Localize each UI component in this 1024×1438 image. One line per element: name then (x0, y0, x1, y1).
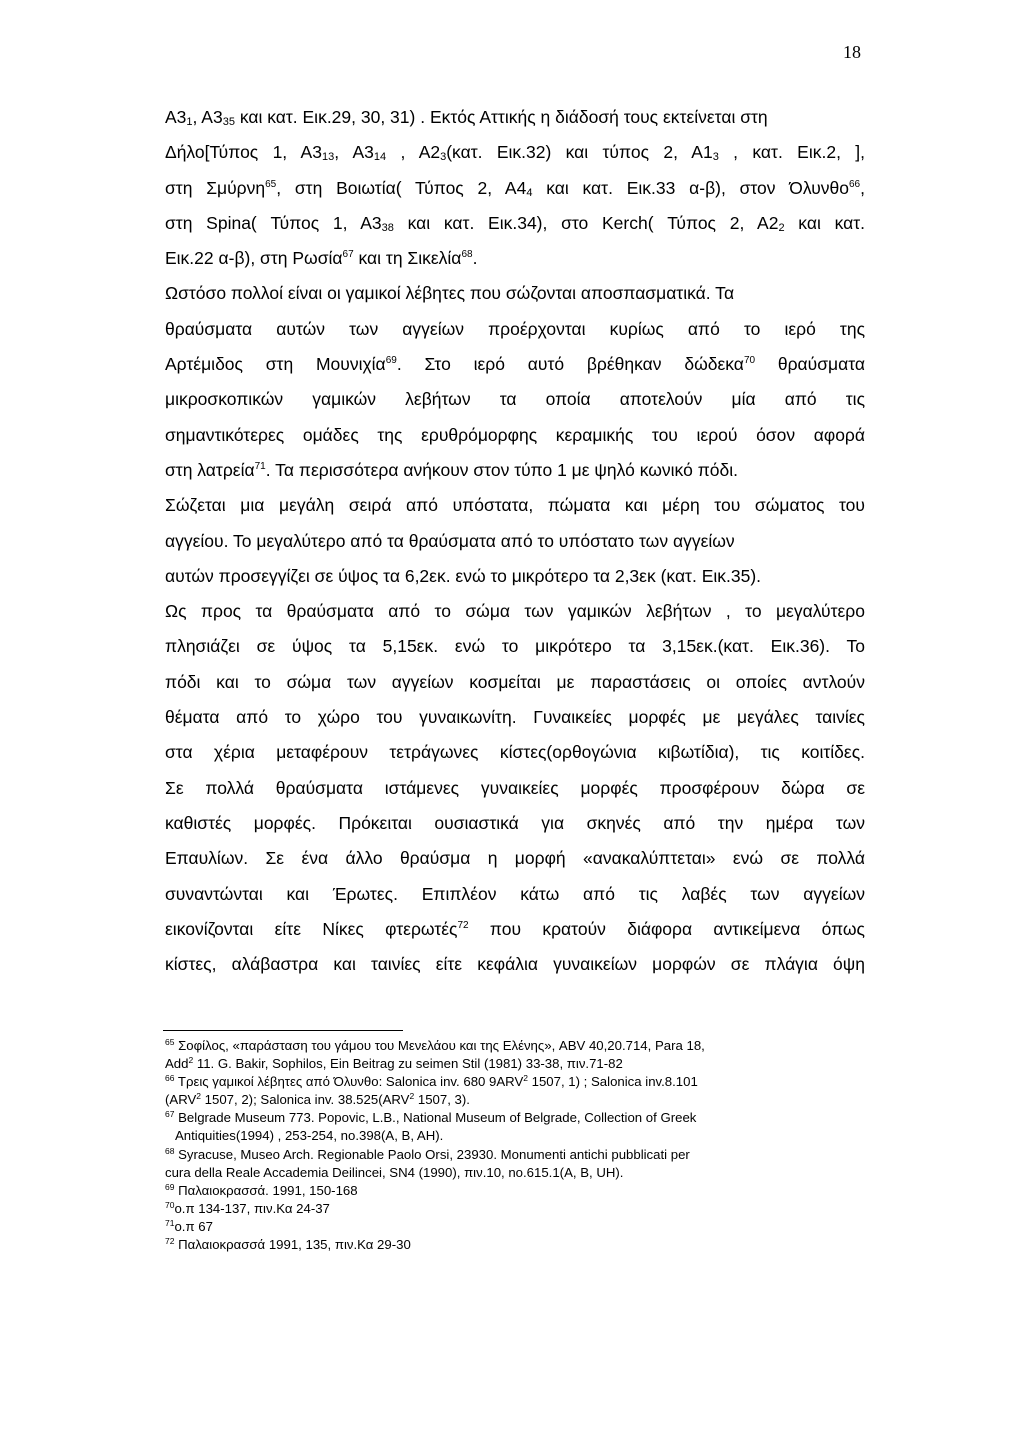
footnote-line (165, 1055, 865, 1073)
text-run: , στη Βοιωτία( Τύπος 2, Α4 (276, 177, 527, 198)
body-line (165, 241, 865, 276)
text-run: στη λατρεία (165, 459, 255, 480)
body-line (165, 488, 865, 523)
text-run: Σε πολλά θραύσματα ιστάμενες γυναικείες μορφές προσφέρουν δώρα σε (165, 777, 865, 798)
text-run: Σώζεται μια μεγάλη σειρά από υπόστατα, πώματα και μέρη του σώματος του (165, 495, 865, 516)
text-run: . Τα περισσότερα ανήκουν στον τύπο 1 με ψηλό κωνικό πόδι. (265, 459, 738, 480)
body-line (165, 559, 865, 594)
text-run: Σοφίλος, «παράσταση του γάμου του Μενελάου και της Ελένης», ABV 40,20.714, Para 18, (174, 1038, 705, 1053)
footnotes (165, 1037, 865, 1254)
text-run: , (860, 177, 865, 198)
subscript-index: 13 (321, 151, 335, 164)
text-run: Εικ.22 α-β), στη Ρωσία (165, 248, 343, 269)
text-run: cura della Reale Accademia Deilincei, SN4 (1990), πιν.10, no.615.1(A, B, UH). (165, 1164, 624, 1180)
text-run: συναντώνται και Έρωτες. Επιπλέον κάτω από τις λαβές των αγγείων (165, 883, 865, 904)
text-run: μικροσκοπικών γαμικών λεβήτων τα οποία αποτελούν μία από τις (165, 389, 865, 410)
body-line (165, 206, 865, 241)
body-line (165, 524, 865, 559)
text-run: Παλαιοκρασσά 1991, 135, πιν.Κα 29-30 (174, 1237, 411, 1253)
footnote-line (165, 1164, 865, 1182)
superscript-marker: 68 (461, 249, 473, 261)
text-run: 1507, 3). (414, 1092, 470, 1108)
text-run: αγγείου. Το μεγαλύτερο από τα θραύσματα από το υπόστατο των αγγείων (165, 530, 735, 551)
footnote-line (165, 1073, 865, 1091)
body-line (165, 453, 865, 488)
body-line (165, 877, 865, 912)
footnote-line (165, 1037, 865, 1055)
superscript-marker: 71 (254, 460, 266, 472)
body-line (165, 171, 865, 206)
text-run: Syracuse, Museo Arch. Regionable Paolo Orsi, 23930. Monumenti antichi pubblicati per (174, 1146, 690, 1162)
text-run: και κατ. Εικ.33 α-β), στον Όλυνθο (532, 177, 849, 198)
body-line (165, 312, 865, 347)
text-run: , Α3 (192, 107, 223, 127)
text-run: και κατ. Εικ.34), στο Kerch( Τύπος 2, Α2 (393, 212, 779, 233)
text-run: 1507, 2); Salonica inv. 38.525(ARV (201, 1092, 410, 1108)
body-line (165, 771, 865, 806)
body-line (165, 700, 865, 735)
footnote-line (165, 1218, 865, 1236)
text-run: και κατ. Εικ.29, 30, 31) . Εκτός Αττικής η διάδοσή τους εκτείνεται στη (234, 107, 768, 127)
superscript-marker: 2 (196, 1091, 202, 1102)
superscript-marker: 66 (848, 178, 861, 190)
superscript-marker: 72 (165, 1236, 175, 1247)
body-line (165, 347, 865, 382)
superscript-marker: 2 (188, 1055, 194, 1066)
body-line (165, 629, 865, 664)
text-run: σημαντικότερες ομάδες της ερυθρόμορφης κεραμικής του ιερού όσον αφορά (165, 424, 865, 445)
text-run: Επαυλίων. Σε ένα άλλο θραύσμα η μορφή «ανακαλύπτεται» ενώ σε πολλά (165, 848, 865, 869)
text-run: 11. G. Bakir, Sophilos, Ein Beitrag zu seimen Stil (1981) 33-38, πιν.71-82 (193, 1056, 623, 1072)
footnote-line (165, 1109, 865, 1127)
text-run: θραύσματα αυτών των αγγείων προέρχονται κυρίως από το ιερό της (165, 318, 865, 339)
text-run: Antiquities(1994) , 253-254, no.398(A, B, AH). (175, 1128, 444, 1144)
footnote-line (165, 1200, 865, 1218)
superscript-marker: 2 (523, 1073, 528, 1084)
superscript-marker: 72 (457, 919, 469, 931)
body-line (165, 912, 865, 947)
body-text (165, 100, 865, 982)
text-run: Δήλο[Τύπος 1, Α3 (165, 142, 322, 163)
footnote-line (165, 1146, 865, 1164)
body-line (165, 100, 865, 135)
text-run: (κατ. Εικ.32) και τύπος 2, Α1 (446, 142, 713, 163)
text-run: , Α2 (386, 142, 441, 163)
text-run: 1507, 1) ; Salonica inv.8.101 (527, 1074, 698, 1090)
subscript-index: 3 (712, 151, 719, 164)
superscript-marker: 2 (409, 1091, 415, 1102)
text-run: που κρατούν διάφορα αντικείμενα όπως (468, 918, 865, 939)
text-run: και τη Σικελία (353, 248, 462, 269)
text-run: ο.π 134-137, πιν.Κα 24-37 (174, 1200, 330, 1216)
text-run: Α3 (165, 107, 187, 127)
text-run: , κατ. Εικ.2, ], (718, 142, 865, 163)
superscript-marker: 68 (165, 1145, 175, 1156)
superscript-marker: 65 (265, 178, 277, 190)
superscript-marker: 70 (743, 355, 756, 367)
superscript-marker: 67 (342, 249, 354, 261)
text-run: εικονίζονται είτε Νίκες φτερωτές (165, 918, 458, 939)
body-line (165, 665, 865, 700)
text-run: (ARV (165, 1092, 197, 1108)
footnote-line (165, 1182, 865, 1200)
superscript-marker: 71 (165, 1217, 175, 1228)
text-run: στη Σμύρνη (165, 177, 266, 198)
text-run: κίστες, αλάβαστρα και ταινίες είτε κεφάλια γυναικείων μορφών σε πλάγια όψη (165, 954, 865, 975)
text-run: Τρεις γαμικοί λέβητες από Όλυνθο: Salonica inv. 680 9ARV (174, 1074, 524, 1090)
body-line (165, 735, 865, 770)
superscript-marker: 70 (165, 1199, 175, 1210)
text-run: πλησιάζει σε ύψος τα 5,15εκ. ενώ το μικρότερο τα 3,15εκ.(κατ. Εικ.36). Το (165, 636, 865, 657)
subscript-index: 35 (222, 116, 235, 128)
text-run: Belgrade Museum 773. Popovic, L.B., National Museum of Belgrade, Collection of Greek (174, 1110, 697, 1126)
superscript-marker: 66 (165, 1073, 175, 1084)
body-line (165, 418, 865, 453)
footnote-line (165, 1236, 865, 1254)
body-line (165, 841, 865, 876)
subscript-index: 1 (186, 116, 193, 128)
footnote-line (165, 1127, 865, 1145)
text-run: αυτών προσεγγίζει σε ύψος τα 6,2εκ. ενώ το μικρότερο τα 2,3εκ (κατ. Εικ.35). (165, 565, 762, 586)
footnote-line (165, 1091, 865, 1109)
body-line (165, 594, 865, 629)
subscript-index: 38 (381, 221, 394, 234)
text-run: στη Spina( Τύπος 1, Α3 (165, 212, 382, 233)
subscript-index: 3 (440, 151, 447, 164)
subscript-index: 4 (526, 186, 533, 199)
text-run: στα χέρια μεταφέρουν τετράγωνες κίστες(ορθογώνια κιβωτίδια), τις κοιτίδες. (165, 742, 865, 763)
subscript-index: 2 (778, 221, 785, 234)
text-run: Add (165, 1056, 189, 1072)
text-run: Ως προς τα θραύσματα από το σώμα των γαμικών λεβήτων , το μεγαλύτερο (165, 601, 865, 622)
text-run: πόδι και το σώμα των αγγείων κοσμείται με παραστάσεις οι οποίες αντλούν (165, 671, 865, 692)
text-run: και κατ. (784, 212, 865, 233)
text-run: , Α3 (334, 142, 374, 163)
footnote-separator (163, 1030, 403, 1031)
page-number: 18 (843, 42, 861, 62)
text-run: . (472, 248, 478, 269)
text-run: Αρτέμιδος στη Μουνιχία (165, 354, 386, 375)
body-line (165, 806, 865, 841)
text-run: Παλαιοκρασσά. 1991, 150-168 (174, 1182, 358, 1198)
superscript-marker: 69 (385, 355, 397, 367)
body-line (165, 382, 865, 417)
superscript-marker: 69 (165, 1181, 175, 1192)
text-run: . Στο ιερό αυτό βρέθηκαν δώδεκα (396, 354, 744, 375)
superscript-marker: 65 (165, 1037, 175, 1047)
text-run: θραύσματα (755, 354, 865, 375)
text-run: θέματα από το χώρο του γυναικωνίτη. Γυναικείες μορφές με μεγάλες ταινίες (165, 707, 865, 728)
body-line (165, 135, 865, 170)
subscript-index: 14 (373, 151, 387, 164)
text-run: Ωστόσο πολλοί είναι οι γαμικοί λέβητες που σώζονται αποσπασματικά. Τα (165, 283, 735, 304)
text-run: ο.π 67 (174, 1218, 213, 1234)
body-line (165, 947, 865, 982)
body-line (165, 276, 865, 311)
superscript-marker: 67 (165, 1109, 175, 1120)
text-run: καθιστές μορφές. Πρόκειται ουσιαστικά για σκηνές από την ημέρα των (165, 812, 865, 833)
